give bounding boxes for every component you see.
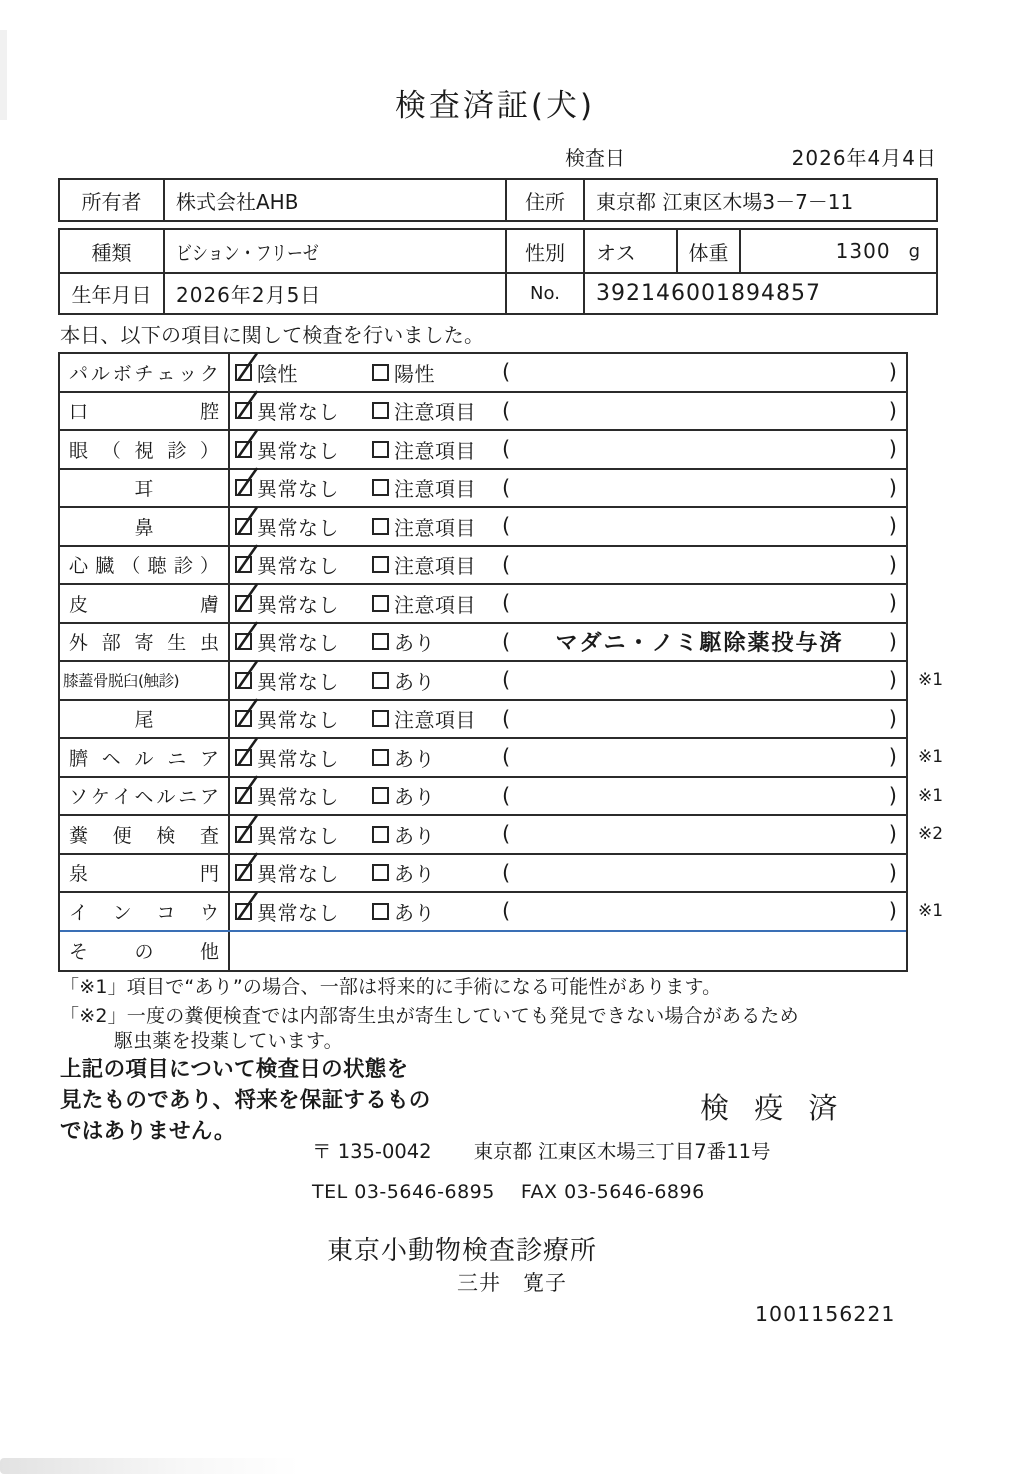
breed-value: ビション・フリーゼ xyxy=(165,230,507,272)
exam-row xyxy=(60,585,906,624)
close-paren: ) xyxy=(888,668,897,693)
exam-note: マダニ・ノミ駆除薬投与済 xyxy=(555,631,844,657)
option1-checkbox[interactable] xyxy=(235,826,252,843)
exam-row xyxy=(60,893,944,932)
option2 xyxy=(372,396,502,425)
option1-label: 異常なし xyxy=(257,554,339,579)
open-paren: ( xyxy=(502,475,511,500)
option2-label: 注意項目 xyxy=(394,554,476,579)
exam-row-options xyxy=(230,778,906,815)
option2-checkbox[interactable] xyxy=(372,826,389,843)
exam-item-label: 耳 xyxy=(60,470,230,507)
exam-row-options xyxy=(230,354,906,391)
exam-item-label: 泉 門 xyxy=(60,855,230,892)
exam-row xyxy=(60,624,906,663)
option1-label: 異常なし xyxy=(257,823,339,848)
document-number: 1001156221 xyxy=(755,1302,896,1326)
option2-label: 注意項目 xyxy=(394,438,476,463)
close-paren: ) xyxy=(888,552,897,577)
option1-label: 異常なし xyxy=(257,477,339,502)
option1-checkbox[interactable] xyxy=(235,633,252,650)
exam-item-label: イ ン コ ウ xyxy=(60,893,230,930)
open-paren: ( xyxy=(502,860,511,885)
clinic-fax: FAX 03-5646-6896 xyxy=(520,1181,705,1203)
exam-row-options xyxy=(230,470,906,507)
option2-checkbox[interactable] xyxy=(372,364,389,381)
owner-table xyxy=(58,178,938,222)
option1-label: 異常なし xyxy=(257,400,339,425)
scan-artifact xyxy=(0,30,7,120)
option2-label: 注意項目 xyxy=(394,515,476,540)
remark-mark: ※1 xyxy=(918,670,944,691)
clinic-postal-row xyxy=(312,1136,771,1164)
option2-checkbox[interactable] xyxy=(372,710,389,727)
option1 xyxy=(235,396,372,425)
note-field xyxy=(502,360,906,384)
remark-mark: ※2 xyxy=(918,824,944,845)
close-paren: ) xyxy=(888,591,897,616)
exam-row xyxy=(60,932,906,971)
option2-checkbox[interactable] xyxy=(372,441,389,458)
note-field xyxy=(502,784,906,808)
exam-item-label: 膝蓋骨脱臼(触診) xyxy=(60,662,230,699)
option2-checkbox[interactable] xyxy=(372,479,389,496)
option1-checkbox[interactable] xyxy=(235,479,252,496)
checkmark-icon xyxy=(234,467,259,501)
option1-label: 異常なし xyxy=(257,515,339,540)
exam-item-label: パ ル ボ チ ェ ッ ク xyxy=(60,354,230,391)
weight-value: 1300 xyxy=(835,239,891,263)
option1-label: 異常なし xyxy=(257,746,339,771)
note-field xyxy=(502,437,906,461)
option1-label: 異常なし xyxy=(257,900,339,925)
option1 xyxy=(235,820,372,849)
exam-row-options xyxy=(230,816,906,853)
option2-label: 注意項目 xyxy=(394,477,476,502)
exam-item-label: ソ ケ イ ヘ ル ニ ア xyxy=(60,778,230,815)
option1 xyxy=(235,858,372,887)
exam-item-label: そ の 他 xyxy=(60,932,230,971)
footnote-2-line2: 駆虫薬を投薬しています。 xyxy=(114,1030,343,1052)
option2 xyxy=(372,358,502,387)
note-field xyxy=(502,626,906,657)
option2-checkbox[interactable] xyxy=(372,787,389,804)
option2 xyxy=(372,858,502,887)
option1 xyxy=(235,743,372,772)
scan-artifact xyxy=(0,1458,300,1474)
option1-label: 異常なし xyxy=(257,438,339,463)
address-label: 住所 xyxy=(507,180,585,220)
option2 xyxy=(372,666,502,695)
exam-item-label: 糞 便 検 査 xyxy=(60,816,230,853)
address-value: 東京都 江東区木場3－7－11 xyxy=(596,189,854,214)
option1 xyxy=(235,897,372,926)
option2-checkbox[interactable] xyxy=(372,402,389,419)
option1-checkbox[interactable] xyxy=(235,864,252,881)
disclaimer-line: ではありません。 xyxy=(60,1119,236,1144)
exam-row xyxy=(60,431,906,470)
exam-row xyxy=(60,547,906,586)
exam-row-options xyxy=(230,701,906,738)
option2-label: 陽性 xyxy=(394,361,435,386)
option2 xyxy=(372,473,502,502)
option2 xyxy=(372,589,502,618)
checkmark-icon xyxy=(234,698,259,732)
option1-checkbox[interactable] xyxy=(235,518,252,535)
remark-mark: ※1 xyxy=(918,747,944,768)
option1-checkbox[interactable] xyxy=(235,364,252,381)
option2-checkbox[interactable] xyxy=(372,595,389,612)
owner-label: 所有者 xyxy=(60,180,165,220)
option2-checkbox[interactable] xyxy=(372,903,389,920)
option2-label: 注意項目 xyxy=(394,400,476,425)
option1-checkbox[interactable] xyxy=(235,710,252,727)
weight-label: 体重 xyxy=(678,230,741,272)
option1-checkbox[interactable] xyxy=(235,903,252,920)
open-paren: ( xyxy=(502,591,511,616)
clinic-address: 東京都 江東区木場三丁目7番11号 xyxy=(473,1140,771,1163)
option2-checkbox[interactable] xyxy=(372,518,389,535)
open-paren: ( xyxy=(502,629,511,654)
checkmark-icon xyxy=(234,891,259,925)
exam-row-options xyxy=(230,855,906,892)
option1-checkbox[interactable] xyxy=(235,595,252,612)
checkmark-icon xyxy=(234,390,259,424)
weight-unit: g xyxy=(908,240,920,262)
exam-item-label: 皮 膚 xyxy=(60,585,230,622)
option1-checkbox[interactable] xyxy=(235,441,252,458)
exam-row-options xyxy=(230,431,906,468)
checkmark-icon xyxy=(234,583,259,617)
veterinarian-name: 三井 寛子 xyxy=(457,1271,567,1295)
exam-item-label: 臍 ヘ ル ニ ア xyxy=(60,739,230,776)
option1 xyxy=(235,473,372,502)
note-field xyxy=(502,668,906,692)
close-paren: ) xyxy=(888,745,897,770)
checkmark-icon xyxy=(234,352,259,386)
open-paren: ( xyxy=(502,360,511,385)
clinic-name: 東京小動物検査診療所 xyxy=(327,1236,598,1266)
option2-checkbox[interactable] xyxy=(372,749,389,766)
option2-checkbox[interactable] xyxy=(372,672,389,689)
option1-checkbox[interactable] xyxy=(235,787,252,804)
option1 xyxy=(235,666,372,695)
option1-label: 陰性 xyxy=(257,361,298,386)
exam-row xyxy=(60,701,906,740)
exam-item-label: 口 腔 xyxy=(60,393,230,430)
option1-label: 異常なし xyxy=(257,669,339,694)
inspection-date-label: 検査日 xyxy=(565,146,625,170)
disclaimer-line: 上記の項目について検査日の状態を xyxy=(60,1057,409,1082)
exam-row-options xyxy=(230,739,906,776)
option2-label: あり xyxy=(394,785,435,810)
close-paren: ) xyxy=(888,514,897,539)
exam-row xyxy=(60,739,944,778)
option1-label: 異常なし xyxy=(257,862,339,887)
option2 xyxy=(372,704,502,733)
close-paren: ) xyxy=(888,437,897,462)
option1-label: 異常なし xyxy=(257,785,339,810)
checkmark-icon xyxy=(234,621,259,655)
option2-label: あり xyxy=(394,746,435,771)
no-value: 392146001894857 xyxy=(596,281,821,306)
exam-row xyxy=(60,855,906,894)
intro-text: 本日、以下の項目に関して検査を行いました。 xyxy=(60,323,485,347)
close-paren: ) xyxy=(888,822,897,847)
option1-checkbox[interactable] xyxy=(235,749,252,766)
inspection-date-row xyxy=(565,142,937,171)
close-paren: ) xyxy=(888,360,897,385)
clinic-tel: TEL 03-5646-6895 xyxy=(312,1181,495,1203)
checkmark-icon xyxy=(234,775,259,809)
option2-checkbox[interactable] xyxy=(372,633,389,650)
option2-label: あり xyxy=(394,862,435,887)
disclaimer-paragraph xyxy=(60,1054,431,1147)
sex-value: オス xyxy=(585,230,678,272)
open-paren: ( xyxy=(502,437,511,462)
option2 xyxy=(372,627,502,656)
quarantine-passed-stamp: 検 疫 済 xyxy=(700,1091,846,1125)
option1 xyxy=(235,589,372,618)
close-paren: ) xyxy=(888,783,897,808)
note-field xyxy=(502,476,906,500)
exam-item-label: 眼 （ 視 診 ） xyxy=(60,431,230,468)
checkmark-icon xyxy=(234,544,259,578)
close-paren: ) xyxy=(888,475,897,500)
note-field xyxy=(502,553,906,577)
postal-code: 〒 135-0042 xyxy=(312,1140,432,1163)
exam-row xyxy=(60,354,906,393)
sex-label: 性別 xyxy=(507,230,585,272)
inspection-date-value: 2026年4月4日 xyxy=(791,146,937,170)
exam-row-options xyxy=(230,624,906,661)
open-paren: ( xyxy=(502,552,511,577)
note-field xyxy=(502,745,906,769)
animal-info-table xyxy=(58,228,938,315)
exam-item-label: 尾 xyxy=(60,701,230,738)
close-paren: ) xyxy=(888,899,897,924)
option2 xyxy=(372,897,502,926)
close-paren: ) xyxy=(888,860,897,885)
option1-checkbox[interactable] xyxy=(235,556,252,573)
note-field xyxy=(502,591,906,615)
option2-checkbox[interactable] xyxy=(372,556,389,573)
option2 xyxy=(372,435,502,464)
exam-row-options xyxy=(230,508,906,545)
option1-checkbox[interactable] xyxy=(235,672,252,689)
checkmark-icon xyxy=(234,852,259,886)
clinic-telfax-row xyxy=(312,1181,705,1203)
note-field xyxy=(502,707,906,731)
exam-row-options xyxy=(230,585,906,622)
close-paren: ) xyxy=(888,629,897,654)
option2-label: 注意項目 xyxy=(394,592,476,617)
option1 xyxy=(235,358,372,387)
note-field xyxy=(502,861,906,885)
note-field xyxy=(502,899,906,923)
exam-table xyxy=(58,352,944,972)
option1 xyxy=(235,704,372,733)
open-paren: ( xyxy=(502,822,511,847)
exam-row-options xyxy=(230,662,906,699)
breed-label: 種類 xyxy=(60,230,165,272)
birthdate-value: 2026年2月5日 xyxy=(165,274,507,313)
no-label: No. xyxy=(507,274,585,313)
open-paren: ( xyxy=(502,706,511,731)
exam-row xyxy=(60,816,944,855)
option2-label: あり xyxy=(394,823,435,848)
open-paren: ( xyxy=(502,745,511,770)
exam-item-label: 鼻 xyxy=(60,508,230,545)
weight-cell xyxy=(741,230,936,272)
option1-checkbox[interactable] xyxy=(235,402,252,419)
option1-label: 異常なし xyxy=(257,631,339,656)
option1 xyxy=(235,512,372,541)
option2 xyxy=(372,781,502,810)
note-field xyxy=(502,399,906,423)
open-paren: ( xyxy=(502,398,511,423)
exam-row-options xyxy=(230,547,906,584)
note-field xyxy=(502,822,906,846)
exam-row xyxy=(60,778,944,817)
checkmark-icon xyxy=(234,737,259,771)
owner-value: 株式会社AHB xyxy=(165,180,507,220)
open-paren: ( xyxy=(502,668,511,693)
option1 xyxy=(235,781,372,810)
option2-checkbox[interactable] xyxy=(372,864,389,881)
open-paren: ( xyxy=(502,783,511,808)
option2 xyxy=(372,512,502,541)
exam-item-label: 外 部 寄 生 虫 xyxy=(60,624,230,661)
note-field xyxy=(502,514,906,538)
birthdate-label: 生年月日 xyxy=(60,274,165,313)
page-title: 検査済証(犬) xyxy=(394,88,596,124)
exam-row xyxy=(60,470,906,509)
checkmark-icon xyxy=(234,506,259,540)
checkmark-icon xyxy=(234,660,259,694)
footnote-1: 「※1」項目で“あり”の場合、一部は将来的に手術になる可能性があります。 xyxy=(60,976,722,998)
remark-mark: ※1 xyxy=(918,785,944,806)
option2-label: あり xyxy=(394,669,435,694)
close-paren: ) xyxy=(888,398,897,423)
exam-row-options xyxy=(230,893,906,930)
option2 xyxy=(372,820,502,849)
footnote-2-line1: 「※2」一度の糞便検査では内部寄生虫が寄生していても発見できない場合があるため xyxy=(60,1005,799,1027)
option2-label: あり xyxy=(394,631,435,656)
exam-row xyxy=(60,508,906,547)
exam-row-options xyxy=(230,393,906,430)
open-paren: ( xyxy=(502,514,511,539)
exam-item-label: 心 臓 （ 聴 診 ） xyxy=(60,547,230,584)
option2 xyxy=(372,550,502,579)
remark-mark: ※1 xyxy=(918,901,944,922)
option2 xyxy=(372,743,502,772)
close-paren: ) xyxy=(888,706,897,731)
option2-label: 注意項目 xyxy=(394,708,476,733)
exam-row xyxy=(60,393,906,432)
option1 xyxy=(235,550,372,579)
checkmark-icon xyxy=(234,814,259,848)
open-paren: ( xyxy=(502,899,511,924)
option2-label: あり xyxy=(394,900,435,925)
option1 xyxy=(235,435,372,464)
option1-label: 異常なし xyxy=(257,708,339,733)
option1-label: 異常なし xyxy=(257,592,339,617)
option1 xyxy=(235,627,372,656)
checkmark-icon xyxy=(234,429,259,463)
disclaimer-line: 見たものであり、将来を保証するもの xyxy=(60,1088,431,1113)
exam-row xyxy=(60,662,944,701)
